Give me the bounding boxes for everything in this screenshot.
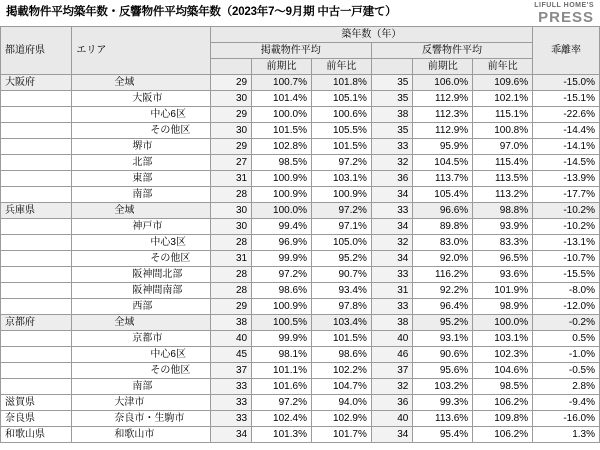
table-row[interactable]	[1, 91, 600, 107]
cell-area: 全域	[72, 75, 210, 91]
cell-response-mom: 105.4%	[413, 187, 473, 203]
cell-response-mom: 83.0%	[413, 235, 473, 251]
cell-pref	[1, 139, 72, 155]
cell-response-age: 34	[371, 251, 412, 267]
cell-divergence: -17.7%	[533, 187, 600, 203]
cell-response-mom: 90.6%	[413, 347, 473, 363]
cell-response-age: 32	[371, 235, 412, 251]
table-row[interactable]	[1, 315, 600, 331]
cell-area: 堺市	[72, 139, 210, 155]
cell-response-yoy: 100.8%	[473, 123, 533, 139]
cell-response-age: 32	[371, 155, 412, 171]
cell-area: 大阪市	[72, 91, 210, 107]
cell-response-age: 36	[371, 395, 412, 411]
cell-posted-age: 37	[210, 363, 251, 379]
table-row[interactable]	[1, 203, 600, 219]
table-header-row-1	[1, 27, 600, 43]
cell-posted-mom: 98.5%	[252, 155, 312, 171]
cell-pref: 大阪府	[1, 75, 72, 91]
cell-posted-age: 29	[210, 139, 251, 155]
cell-area: 阪神間北部	[72, 267, 210, 283]
cell-posted-yoy: 90.7%	[311, 267, 371, 283]
cell-posted-age: 28	[210, 283, 251, 299]
cell-response-yoy: 115.4%	[473, 155, 533, 171]
cell-response-yoy: 104.6%	[473, 363, 533, 379]
table-row[interactable]	[1, 267, 600, 283]
cell-area: 全域	[72, 203, 210, 219]
cell-response-mom: 95.6%	[413, 363, 473, 379]
cell-response-age: 38	[371, 315, 412, 331]
table-row[interactable]	[1, 331, 600, 347]
cell-posted-mom: 96.9%	[252, 235, 312, 251]
cell-response-yoy: 101.9%	[473, 283, 533, 299]
cell-area: 大津市	[72, 395, 210, 411]
cell-posted-yoy: 103.4%	[311, 315, 371, 331]
cell-posted-yoy: 97.1%	[311, 219, 371, 235]
header-response-mom: 前期比	[413, 59, 473, 75]
cell-pref	[1, 107, 72, 123]
cell-response-yoy: 103.1%	[473, 331, 533, 347]
brand-logo	[534, 2, 594, 25]
cell-divergence: -15.5%	[533, 267, 600, 283]
brand-logo-line1: LIFULL HOME'S	[534, 2, 594, 9]
cell-response-yoy: 102.3%	[473, 347, 533, 363]
cell-response-age: 33	[371, 299, 412, 315]
cell-posted-age: 45	[210, 347, 251, 363]
cell-response-mom: 112.9%	[413, 123, 473, 139]
cell-area: 和歌山市	[72, 427, 210, 443]
cell-response-age: 33	[371, 203, 412, 219]
cell-posted-yoy: 101.5%	[311, 139, 371, 155]
cell-response-age: 35	[371, 75, 412, 91]
cell-pref: 奈良県	[1, 411, 72, 427]
cell-pref: 京都府	[1, 315, 72, 331]
table-row[interactable]	[1, 379, 600, 395]
cell-area: 全域	[72, 315, 210, 331]
cell-posted-yoy: 94.0%	[311, 395, 371, 411]
cell-response-age: 31	[371, 283, 412, 299]
cell-posted-yoy: 97.2%	[311, 203, 371, 219]
table-row[interactable]	[1, 235, 600, 251]
header-posted-age	[210, 59, 251, 75]
cell-divergence: -14.5%	[533, 155, 600, 171]
cell-divergence: -9.4%	[533, 395, 600, 411]
cell-posted-yoy: 101.8%	[311, 75, 371, 91]
cell-area: 阪神間南部	[72, 283, 210, 299]
cell-posted-age: 33	[210, 411, 251, 427]
cell-posted-age: 29	[210, 107, 251, 123]
cell-response-age: 46	[371, 347, 412, 363]
header-posted-group: 掲載物件平均	[210, 43, 371, 59]
brand-logo-line2: PRESS	[538, 9, 594, 26]
table-row[interactable]	[1, 363, 600, 379]
cell-pref	[1, 379, 72, 395]
header-response-yoy: 前年比	[473, 59, 533, 75]
cell-pref	[1, 155, 72, 171]
cell-response-yoy: 113.2%	[473, 187, 533, 203]
cell-response-yoy: 98.9%	[473, 299, 533, 315]
cell-divergence: -12.0%	[533, 299, 600, 315]
table-body	[1, 75, 600, 443]
cell-response-yoy: 98.8%	[473, 203, 533, 219]
header-posted-mom: 前期比	[252, 59, 312, 75]
cell-posted-mom: 100.9%	[252, 171, 312, 187]
cell-response-yoy: 93.9%	[473, 219, 533, 235]
cell-pref	[1, 91, 72, 107]
cell-posted-age: 38	[210, 315, 251, 331]
cell-posted-mom: 97.2%	[252, 395, 312, 411]
cell-response-age: 36	[371, 171, 412, 187]
cell-posted-age: 30	[210, 203, 251, 219]
cell-posted-yoy: 100.9%	[311, 187, 371, 203]
table-row[interactable]	[1, 123, 600, 139]
table-row[interactable]	[1, 171, 600, 187]
table-row[interactable]	[1, 283, 600, 299]
cell-area: 京都市	[72, 331, 210, 347]
cell-area: 中心3区	[72, 235, 210, 251]
cell-posted-yoy: 104.7%	[311, 379, 371, 395]
cell-response-age: 37	[371, 363, 412, 379]
cell-posted-yoy: 101.7%	[311, 427, 371, 443]
cell-response-age: 35	[371, 123, 412, 139]
cell-response-age: 32	[371, 379, 412, 395]
table-row[interactable]	[1, 219, 600, 235]
cell-posted-mom: 100.0%	[252, 203, 312, 219]
cell-divergence: -15.0%	[533, 75, 600, 91]
header-pref: 都道府県	[1, 27, 72, 75]
cell-posted-mom: 99.9%	[252, 251, 312, 267]
page-header	[0, 0, 600, 26]
cell-response-yoy: 93.6%	[473, 267, 533, 283]
cell-response-mom: 95.4%	[413, 427, 473, 443]
table-row[interactable]	[1, 155, 600, 171]
cell-response-yoy: 109.6%	[473, 75, 533, 91]
cell-response-mom: 104.5%	[413, 155, 473, 171]
header-divergence: 乖離率	[533, 27, 600, 75]
cell-posted-mom: 101.3%	[252, 427, 312, 443]
cell-response-mom: 106.0%	[413, 75, 473, 91]
cell-response-mom: 113.6%	[413, 411, 473, 427]
cell-divergence: -14.1%	[533, 139, 600, 155]
cell-response-yoy: 96.5%	[473, 251, 533, 267]
cell-divergence: -13.1%	[533, 235, 600, 251]
cell-posted-yoy: 100.6%	[311, 107, 371, 123]
cell-posted-yoy: 102.2%	[311, 363, 371, 379]
cell-divergence: 0.5%	[533, 331, 600, 347]
cell-response-mom: 112.9%	[413, 91, 473, 107]
cell-posted-mom: 102.4%	[252, 411, 312, 427]
cell-response-mom: 112.3%	[413, 107, 473, 123]
cell-posted-mom: 98.6%	[252, 283, 312, 299]
header-age-group: 築年数（年）	[210, 27, 533, 43]
cell-area: 西部	[72, 299, 210, 315]
cell-pref	[1, 251, 72, 267]
cell-response-age: 33	[371, 139, 412, 155]
cell-response-mom: 92.2%	[413, 283, 473, 299]
cell-pref	[1, 347, 72, 363]
cell-response-mom: 95.2%	[413, 315, 473, 331]
cell-area: 南部	[72, 187, 210, 203]
cell-area: 中心6区	[72, 107, 210, 123]
cell-posted-age: 34	[210, 427, 251, 443]
cell-pref	[1, 331, 72, 347]
cell-response-yoy: 100.0%	[473, 315, 533, 331]
table-row[interactable]	[1, 107, 600, 123]
cell-divergence: -13.9%	[533, 171, 600, 187]
table-row[interactable]	[1, 395, 600, 411]
cell-area: 北部	[72, 155, 210, 171]
cell-response-mom: 99.3%	[413, 395, 473, 411]
cell-posted-mom: 102.8%	[252, 139, 312, 155]
header-response-age	[371, 59, 412, 75]
cell-response-mom: 95.9%	[413, 139, 473, 155]
cell-pref: 兵庫県	[1, 203, 72, 219]
cell-area: 南部	[72, 379, 210, 395]
cell-pref	[1, 267, 72, 283]
cell-posted-mom: 100.9%	[252, 299, 312, 315]
cell-pref	[1, 299, 72, 315]
table-row[interactable]	[1, 411, 600, 427]
cell-posted-age: 28	[210, 235, 251, 251]
cell-pref: 和歌山県	[1, 427, 72, 443]
cell-divergence: -14.4%	[533, 123, 600, 139]
cell-pref	[1, 283, 72, 299]
table-row[interactable]	[1, 251, 600, 267]
cell-posted-mom: 100.7%	[252, 75, 312, 91]
cell-area: その他区	[72, 123, 210, 139]
cell-posted-mom: 100.5%	[252, 315, 312, 331]
cell-posted-mom: 98.1%	[252, 347, 312, 363]
cell-response-yoy: 109.8%	[473, 411, 533, 427]
cell-posted-age: 28	[210, 267, 251, 283]
data-table	[0, 26, 600, 443]
table-row[interactable]	[1, 75, 600, 91]
table-row[interactable]	[1, 427, 600, 443]
cell-posted-yoy: 95.2%	[311, 251, 371, 267]
cell-pref: 滋賀県	[1, 395, 72, 411]
cell-posted-yoy: 103.1%	[311, 171, 371, 187]
cell-response-yoy: 98.5%	[473, 379, 533, 395]
cell-response-yoy: 97.0%	[473, 139, 533, 155]
cell-posted-mom: 101.5%	[252, 123, 312, 139]
cell-response-mom: 89.8%	[413, 219, 473, 235]
cell-posted-yoy: 101.5%	[311, 331, 371, 347]
cell-divergence: -0.2%	[533, 315, 600, 331]
cell-response-age: 38	[371, 107, 412, 123]
cell-posted-mom: 101.1%	[252, 363, 312, 379]
cell-posted-age: 30	[210, 91, 251, 107]
cell-response-yoy: 115.1%	[473, 107, 533, 123]
table-row[interactable]	[1, 187, 600, 203]
cell-response-age: 40	[371, 411, 412, 427]
header-response-group: 反響物件平均	[371, 43, 532, 59]
cell-response-mom: 96.6%	[413, 203, 473, 219]
table-row[interactable]	[1, 299, 600, 315]
cell-pref	[1, 171, 72, 187]
page-title: 掲載物件平均築年数・反響物件平均築年数（2023年7～9月期 中古一戸建て）	[6, 6, 397, 18]
cell-divergence: 1.3%	[533, 427, 600, 443]
cell-posted-age: 29	[210, 75, 251, 91]
cell-response-mom: 96.4%	[413, 299, 473, 315]
cell-area: 東部	[72, 171, 210, 187]
cell-posted-mom: 101.4%	[252, 91, 312, 107]
cell-response-mom: 113.7%	[413, 171, 473, 187]
cell-area: 神戸市	[72, 219, 210, 235]
cell-posted-age: 33	[210, 379, 251, 395]
cell-response-yoy: 113.5%	[473, 171, 533, 187]
cell-area: 奈良市・生駒市	[72, 411, 210, 427]
cell-response-mom: 116.2%	[413, 267, 473, 283]
cell-posted-yoy: 97.8%	[311, 299, 371, 315]
cell-posted-age: 28	[210, 187, 251, 203]
cell-response-yoy: 106.2%	[473, 427, 533, 443]
table-row[interactable]	[1, 139, 600, 155]
cell-divergence: -10.2%	[533, 219, 600, 235]
cell-pref	[1, 235, 72, 251]
cell-posted-age: 31	[210, 251, 251, 267]
cell-response-mom: 93.1%	[413, 331, 473, 347]
cell-posted-age: 31	[210, 171, 251, 187]
cell-divergence: -10.2%	[533, 203, 600, 219]
cell-posted-mom: 97.2%	[252, 267, 312, 283]
cell-posted-age: 33	[210, 395, 251, 411]
cell-posted-yoy: 105.1%	[311, 91, 371, 107]
cell-divergence: -16.0%	[533, 411, 600, 427]
cell-pref	[1, 363, 72, 379]
cell-response-yoy: 83.3%	[473, 235, 533, 251]
cell-response-mom: 92.0%	[413, 251, 473, 267]
cell-response-age: 33	[371, 267, 412, 283]
cell-response-age: 34	[371, 219, 412, 235]
cell-posted-yoy: 98.6%	[311, 347, 371, 363]
cell-divergence: -15.1%	[533, 91, 600, 107]
cell-divergence: -0.5%	[533, 363, 600, 379]
cell-area: その他区	[72, 363, 210, 379]
cell-posted-mom: 100.9%	[252, 187, 312, 203]
cell-response-mom: 103.2%	[413, 379, 473, 395]
cell-divergence: -1.0%	[533, 347, 600, 363]
cell-posted-age: 27	[210, 155, 251, 171]
header-area: エリア	[72, 27, 210, 75]
cell-divergence: 2.8%	[533, 379, 600, 395]
cell-posted-age: 30	[210, 219, 251, 235]
cell-divergence: -8.0%	[533, 283, 600, 299]
cell-area: 中心6区	[72, 347, 210, 363]
cell-response-yoy: 102.1%	[473, 91, 533, 107]
cell-posted-yoy: 93.4%	[311, 283, 371, 299]
cell-posted-mom: 99.9%	[252, 331, 312, 347]
cell-posted-age: 40	[210, 331, 251, 347]
cell-posted-mom: 101.6%	[252, 379, 312, 395]
table-row[interactable]	[1, 347, 600, 363]
cell-divergence: -22.6%	[533, 107, 600, 123]
cell-response-age: 40	[371, 331, 412, 347]
cell-pref	[1, 219, 72, 235]
cell-posted-yoy: 105.0%	[311, 235, 371, 251]
cell-area: その他区	[72, 251, 210, 267]
header-posted-yoy: 前年比	[311, 59, 371, 75]
cell-response-age: 34	[371, 427, 412, 443]
cell-pref	[1, 187, 72, 203]
cell-response-age: 35	[371, 91, 412, 107]
cell-divergence: -10.7%	[533, 251, 600, 267]
cell-posted-yoy: 97.2%	[311, 155, 371, 171]
cell-response-age: 34	[371, 187, 412, 203]
cell-posted-yoy: 102.9%	[311, 411, 371, 427]
cell-posted-mom: 99.4%	[252, 219, 312, 235]
cell-posted-age: 30	[210, 123, 251, 139]
cell-response-yoy: 106.2%	[473, 395, 533, 411]
cell-posted-age: 29	[210, 299, 251, 315]
cell-posted-mom: 100.0%	[252, 107, 312, 123]
cell-pref	[1, 123, 72, 139]
cell-posted-yoy: 105.5%	[311, 123, 371, 139]
